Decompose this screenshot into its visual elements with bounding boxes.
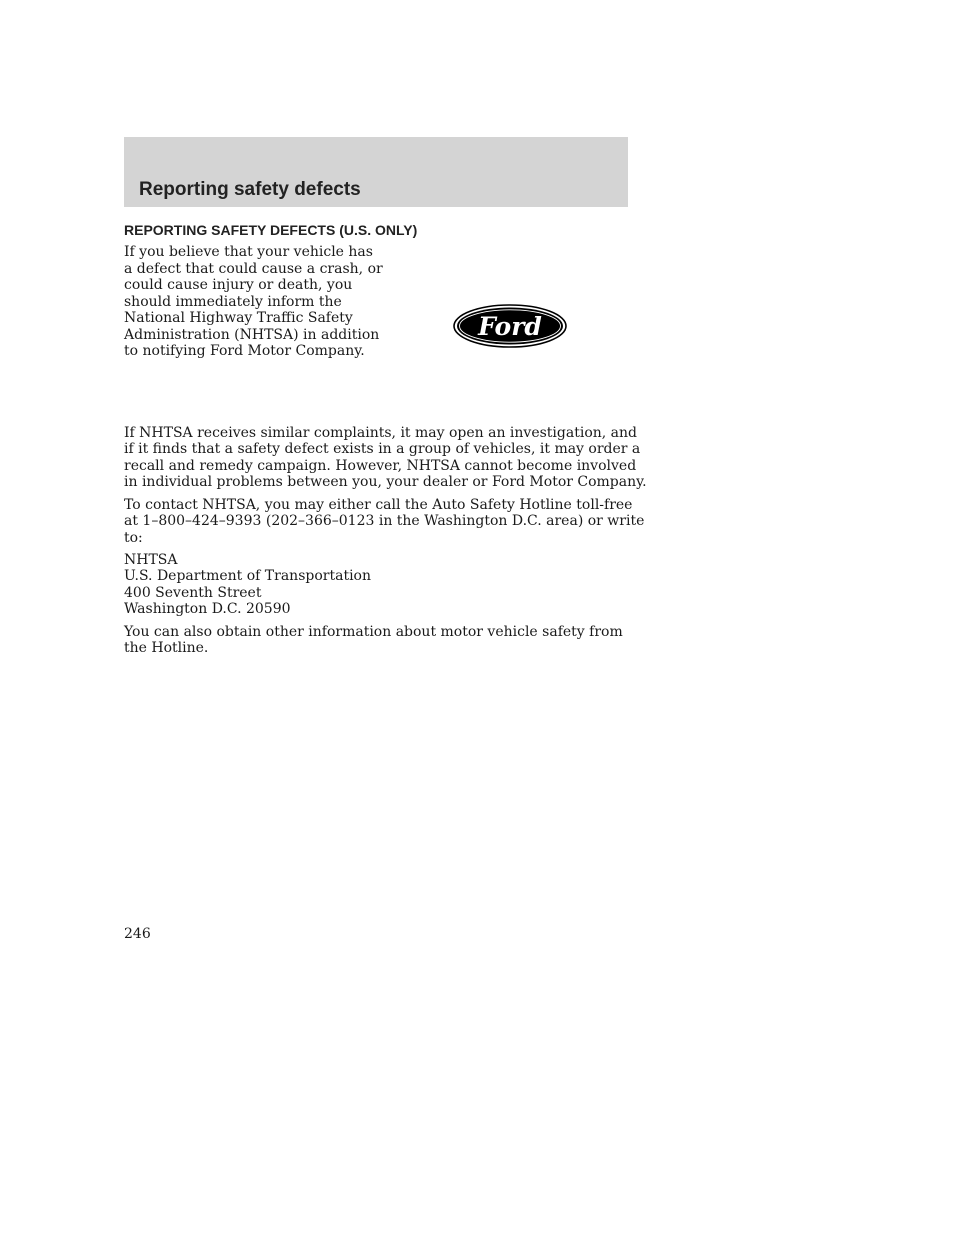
paragraph-line: the Hotline. xyxy=(124,640,209,657)
ford-oval-logo-icon xyxy=(453,304,567,348)
address-line: NHTSA xyxy=(124,552,178,568)
hotline-paragraph xyxy=(124,624,630,657)
paragraph-line: if it finds that a safety defect exists in a group of vehicles, it may order a xyxy=(124,441,641,458)
intro-line: a defect that could cause a crash, or xyxy=(124,260,383,277)
intro-paragraph xyxy=(124,244,386,360)
section-heading: REPORTING SAFETY DEFECTS (U.S. ONLY) xyxy=(124,222,418,238)
paragraph-line: at 1–800–424–9393 (202–366–0123 in the Washington D.C. area) or write xyxy=(124,513,645,530)
intro-line: National Highway Traffic Safety xyxy=(124,310,353,326)
contact-paragraph xyxy=(124,497,645,546)
paragraph-line: To contact NHTSA, you may either call the Auto Safety Hotline toll-free xyxy=(124,497,633,513)
ford-logo-text: Ford xyxy=(478,312,542,341)
address-block xyxy=(124,552,630,617)
address-line: U.S. Department of Transportation xyxy=(124,568,371,585)
paragraph-line: If NHTSA receives similar complaints, it may open an investigation, and xyxy=(124,425,637,441)
paragraph-line: in individual problems between you, your dealer or Ford Motor Company. xyxy=(124,473,647,490)
section-header-band xyxy=(124,137,628,207)
intro-line: If you believe that your vehicle has xyxy=(124,244,373,260)
paragraph-line: to: xyxy=(124,529,143,546)
paragraph-line: You can also obtain other information about motor vehicle safety from xyxy=(124,624,623,640)
address-line: Washington D.C. 20590 xyxy=(124,600,291,617)
page-title: Reporting safety defects xyxy=(139,179,361,200)
paragraph-line: recall and remedy campaign. However, NHTSA cannot become involved xyxy=(124,457,637,474)
intro-line: could cause injury or death, you xyxy=(124,277,353,293)
intro-line: to notifying Ford Motor Company. xyxy=(124,343,365,359)
investigation-paragraph xyxy=(124,425,647,490)
intro-line: Administration (NHTSA) in addition xyxy=(124,326,380,343)
address-line: 400 Seventh Street xyxy=(124,584,262,601)
intro-line: should immediately inform the xyxy=(124,293,342,310)
page-number: 246 xyxy=(124,926,151,942)
